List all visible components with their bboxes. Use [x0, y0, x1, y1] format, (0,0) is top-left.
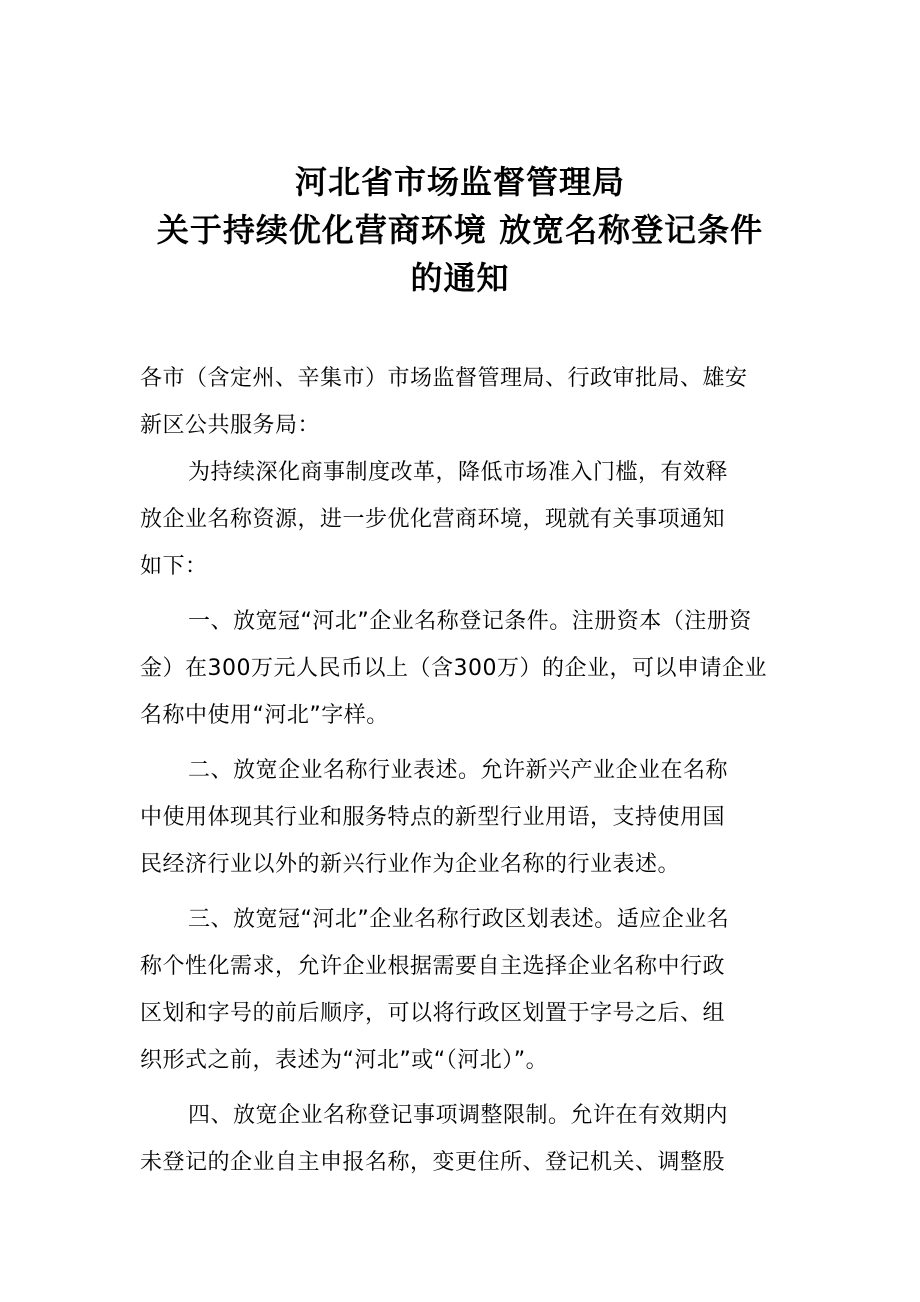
paragraph-line: 如下：	[140, 554, 208, 579]
document-title	[0, 158, 920, 302]
addressee-line-2: 新区公共服务局：	[140, 413, 321, 438]
title-line-1: 河北省市场监督管理局	[294, 163, 625, 201]
paragraph-item-1	[140, 598, 780, 739]
paragraph-line: 区划和字号的前后顺序，可以将行政区划置于字号之后、组	[140, 1001, 726, 1026]
paragraph-line: 一、放宽冠“河北”企业名称登记条件。注册资本（注册资	[188, 609, 752, 634]
title-line-2: 关于持续优化营商环境 放宽名称登记条件	[156, 211, 764, 249]
paragraph-line: 中使用体现其行业和服务特点的新型行业用语，支持使用国	[140, 805, 726, 830]
paragraph-item-4	[140, 1092, 780, 1186]
addressee	[140, 355, 780, 449]
paragraph-line: 称个性化需求，允许企业根据需要自主选择企业名称中行政	[140, 954, 726, 979]
paragraph-line: 金）在300万元人民币以上（含300万）的企业，可以申请企业	[140, 656, 767, 681]
paragraph-line: 放企业名称资源，进一步优化营商环境，现就有关事项通知	[140, 507, 726, 532]
paragraph-line: 三、放宽冠“河北”企业名称行政区划表述。适应企业名	[188, 907, 730, 932]
paragraph-line: 织形式之前，表述为“河北”或“（河北）”。	[140, 1048, 549, 1073]
paragraph-line: 未登记的企业自主申报名称，变更住所、登记机关、调整股	[140, 1150, 726, 1175]
paragraph-item-2	[140, 747, 780, 888]
title-line-3: 的通知	[410, 259, 510, 297]
paragraph-line: 民经济行业以外的新兴行业作为企业名称的行业表述。	[140, 852, 681, 877]
paragraph-item-3	[140, 896, 780, 1084]
addressee-line-1: 各市（含定州、辛集市）市场监督管理局、行政审批局、雄安	[140, 366, 748, 391]
paragraph-line: 二、放宽企业名称行业表述。允许新兴产业企业在名称	[188, 758, 729, 783]
paragraph-line: 为持续深化商事制度改革，降低市场准入门槛，有效释	[188, 460, 729, 485]
paragraph-line: 四、放宽企业名称登记事项调整限制。允许在有效期内	[188, 1103, 729, 1128]
paragraph-line: 名称中使用“河北”字样。	[140, 703, 389, 728]
paragraph-intro	[140, 449, 780, 590]
document-body	[140, 355, 780, 1186]
